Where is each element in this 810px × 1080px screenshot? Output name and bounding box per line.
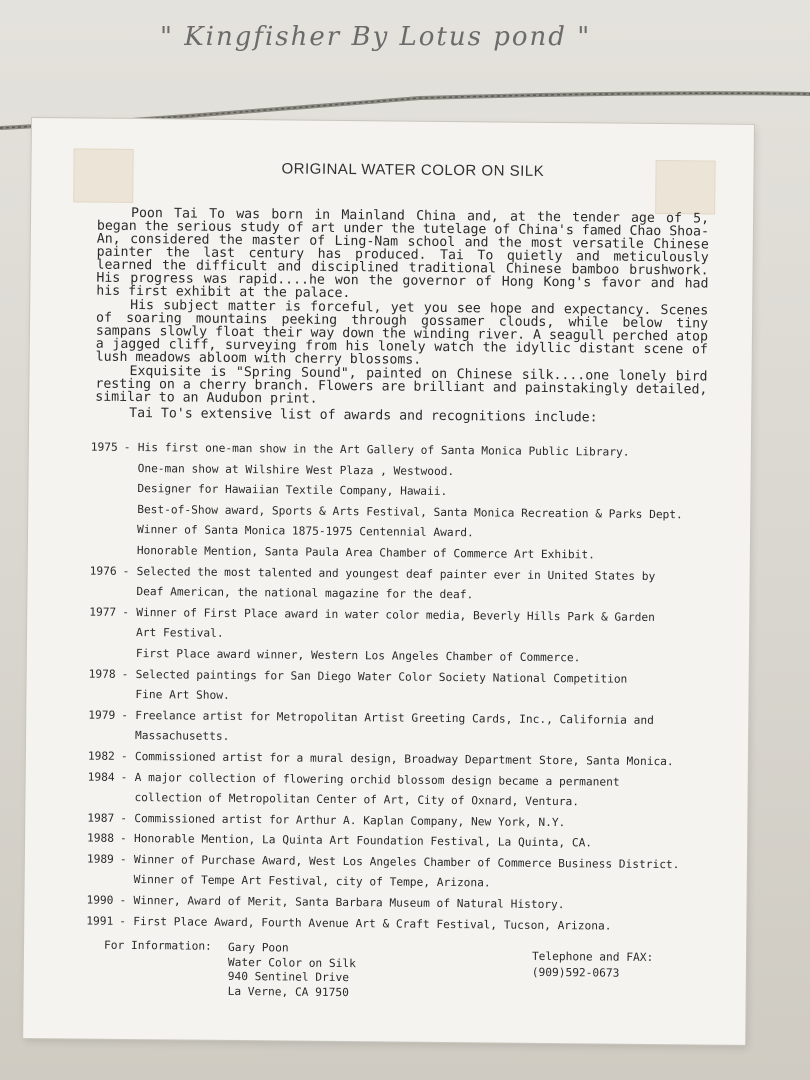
award-text: Designer for Hawaiian Textile Company, Hawaii. xyxy=(137,482,448,499)
award-year: 1976 xyxy=(89,564,117,578)
award-text: Freelance artist for Metropolitan Artist Greeting Cards, Inc., California and xyxy=(135,708,654,727)
award-year: 1975 xyxy=(90,440,118,454)
award-text: Fine Art Show. xyxy=(135,688,230,703)
award-dash: - xyxy=(121,708,129,722)
award-text: Honorable Mention, Santa Paula Area Chamber of Commerce Art Exhibit. xyxy=(136,543,595,562)
award-dash: - xyxy=(120,770,128,784)
award-text: Art Festival. xyxy=(136,626,224,641)
award-text: First Place Award, Fourth Avenue Art & Craft Festival, Tucson, Arizona. xyxy=(133,914,612,933)
contact-line: Gary Poon xyxy=(227,940,289,955)
award-year: 1991 xyxy=(86,914,114,928)
document-sheet xyxy=(23,118,754,1045)
handwritten-inscription: " Kingfisher By Lotus pond " xyxy=(160,22,592,52)
award-year: 1988 xyxy=(87,831,115,846)
award-text: Winner of Tempe Art Festival, city of Tempe, Arizona. xyxy=(133,873,491,890)
phone-label: Telephone and FAX: xyxy=(531,949,654,965)
award-dash: - xyxy=(122,605,130,619)
award-year: 1989 xyxy=(86,852,114,866)
award-year: 1984 xyxy=(87,770,115,784)
contact-phone xyxy=(532,949,654,982)
award-year: 1982 xyxy=(87,749,115,763)
award-text: collection of Metropolitan Center of Art, City of Oxnard, Ventura. xyxy=(134,791,580,809)
award-text: His first one-man show in the Art Gallery of Santa Monica Public Library. xyxy=(137,441,630,459)
award-text: Honorable Mention, La Quinta Art Foundation Festival, La Quinta, CA. xyxy=(134,832,593,850)
paragraph: Exquisite is "Spring Sound", painted on Chinese silk....one lonely bird resting on a cherry branch. Flowers are brilliant and painstakingly detailed, similar to an Audubon print. xyxy=(95,363,708,407)
award-dash: - xyxy=(119,893,127,908)
award-text: Best-of-Show award, Sports & Arts Festival, Santa Monica Recreation & Parks Dept. xyxy=(137,502,683,522)
award-text: Deaf American, the national magazine for the deaf. xyxy=(136,585,474,602)
award-text: Winner, Award of Merit, Santa Barbara Museum of Natural History. xyxy=(133,894,565,912)
award-dash: - xyxy=(122,564,130,578)
award-dash: - xyxy=(120,749,128,763)
phone-number: (909)592-0673 xyxy=(531,965,620,980)
award-text: Massachusetts. xyxy=(135,729,230,744)
contact-label: For Information: xyxy=(104,938,212,953)
award-dash: - xyxy=(120,811,128,825)
award-text: First Place award winner, Western Los Angeles Chamber of Commerce. xyxy=(135,646,581,665)
award-dash: - xyxy=(120,832,127,846)
paragraph: Tai To's extensive list of awards and recognitions include: xyxy=(129,405,598,426)
paragraph: Poon Tai To was born in Mainland China and, at the tender age of 5, began the serious study of art under the tutelage of China's famed Chao Shoa-An, considered the master of Ling-Nam school and the most versatile Chinese painter the last century has produced. Tai To quietly and meticulously learned the difficult and disciplined traditional Chinese bamboo brushwork. His progress was rapid....he won the governor of Hong Kong's favor and had his first exhibit at the palace. xyxy=(96,205,710,302)
award-text: One-man show at Wilshire West Plaza , Westwood. xyxy=(137,461,455,478)
award-text: Winner of First Place award in water color media, Beverly Hills Park & Garden xyxy=(136,605,655,624)
tape-mark xyxy=(73,148,134,203)
award-text: A major collection of flowering orchid blossom design became a permanent xyxy=(134,770,620,789)
award-dash: - xyxy=(121,667,129,681)
tape-mark xyxy=(655,160,716,215)
contact-line: 940 Sentinel Drive xyxy=(227,970,350,985)
award-year: 1990 xyxy=(86,893,114,907)
award-text: Selected paintings for San Diego Water Color Society National Competition xyxy=(135,667,628,686)
paragraph: His subject matter is forceful, yet you see hope and expectancy. Scenes of soaring mountains peeking through gossamer clouds, while below tiny sampans slowly float their way down the winding river. A seagull perched atop a jagged cliff, surveying from his lonely watch the idyllic distant scene of lush meadows abloom with cherry blossoms. xyxy=(95,297,709,368)
award-dash: - xyxy=(123,440,131,454)
award-dash: - xyxy=(119,852,127,866)
award-text: Winner of Santa Monica 1875-1975 Centennial Award. xyxy=(136,523,474,540)
contact-line: Water Color on Silk xyxy=(227,955,356,970)
contact-address xyxy=(228,941,357,1001)
award-year: 1977 xyxy=(89,605,117,619)
award-text: Commissioned artist for Arthur A. Kaplan Company, New York, N.Y. xyxy=(134,811,566,829)
award-dash: - xyxy=(119,914,127,928)
award-year: 1979 xyxy=(88,708,116,722)
award-year: 1987 xyxy=(87,811,115,825)
awards-list xyxy=(86,441,731,941)
award-text: Selected the most talented and youngest deaf painter ever in United States by xyxy=(136,564,656,583)
award-year: 1978 xyxy=(88,667,116,681)
award-text: Winner of Purchase Award, West Los Angeles Chamber of Commerce Business District. xyxy=(133,852,680,872)
contact-line: La Verne, CA 91750 xyxy=(227,984,349,999)
document-title: ORIGINAL WATER COLOR ON SILK xyxy=(281,160,545,180)
award-text: Commissioned artist for a mural design, Broadway Department Store, Santa Monica. xyxy=(134,749,674,769)
